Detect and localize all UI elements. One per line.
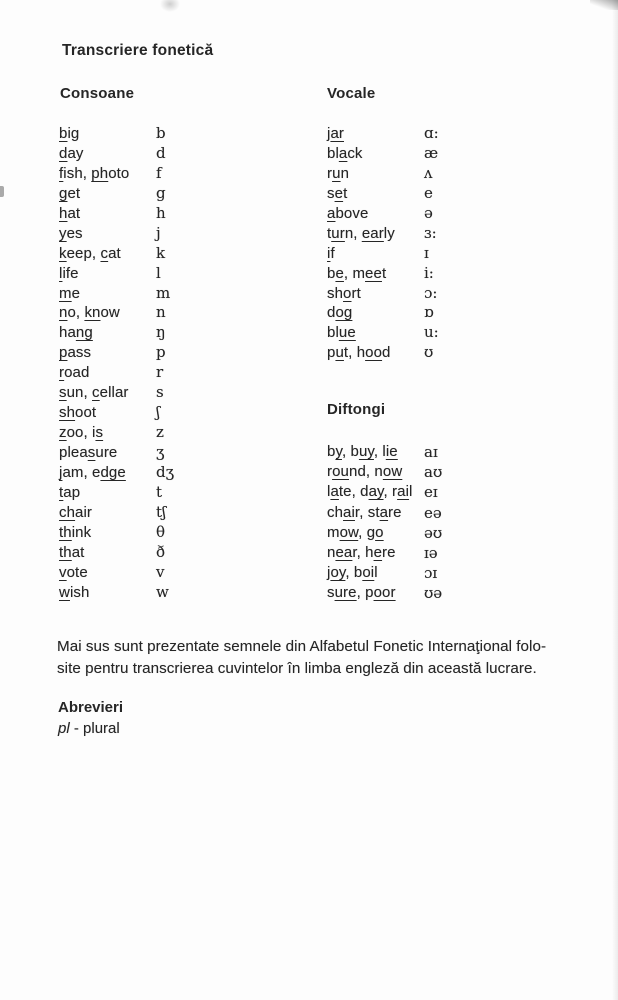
- entry-word: set: [327, 184, 348, 202]
- entry-row: [59, 503, 174, 523]
- entry-symbol: z: [156, 423, 164, 442]
- entry-row: [59, 204, 174, 224]
- entry-row: [59, 343, 174, 363]
- entry-word: pleasure: [59, 444, 118, 461]
- entry-word: pass: [59, 344, 92, 362]
- entry-symbol: m: [156, 283, 171, 302]
- entry-word: black: [327, 144, 363, 162]
- abbreviation-entry: [58, 720, 120, 737]
- entry-symbol: æ: [424, 143, 439, 162]
- entry-symbol: ʊə: [424, 584, 443, 603]
- entry-row: [327, 323, 439, 343]
- footer-note-line: Mai sus sunt prezentate semnele din Alfabetul Fonetic Internaţional folo-: [57, 638, 547, 655]
- entry-word: by, buy, lie: [327, 443, 398, 460]
- entry-row: [59, 224, 174, 244]
- entry-symbol: p: [156, 343, 166, 362]
- entry-row: [59, 443, 174, 463]
- entry-word: hat: [59, 204, 81, 222]
- entry-row: [59, 583, 174, 603]
- entry-word: joy, boil: [327, 564, 378, 582]
- entry-symbol: ʌ: [424, 163, 433, 182]
- entry-word: day: [59, 144, 84, 162]
- entry-symbol: θ: [156, 522, 166, 541]
- entry-symbol: ɒ: [424, 303, 434, 322]
- entry-row: [327, 442, 442, 462]
- entry-word: fish, photo: [59, 164, 130, 182]
- entry-symbol: h: [156, 203, 166, 222]
- abbreviation-definition: - plural: [69, 720, 120, 737]
- entry-row: [59, 563, 174, 583]
- footer-note-line: site pentru transcrierea cuvintelor în limba engleză din această lucrare.: [57, 659, 537, 677]
- entry-row: [59, 403, 174, 423]
- entry-symbol: e: [424, 183, 433, 202]
- entry-word: vote: [59, 563, 88, 581]
- entry-word: run: [327, 164, 350, 182]
- entry-word: no, know: [59, 304, 120, 322]
- entry-word: blue: [327, 324, 356, 342]
- entry-word: short: [327, 284, 361, 302]
- entry-row: [327, 264, 439, 284]
- entry-word: zoo, is: [59, 424, 104, 442]
- entry-symbol: ɜ:: [424, 223, 437, 242]
- entry-word: jam, edge: [59, 463, 126, 481]
- entry-word: yes: [59, 224, 83, 242]
- entry-symbol: s: [156, 383, 164, 402]
- entry-word: jar: [327, 125, 344, 142]
- entry-row: [59, 244, 174, 264]
- entry-row: [327, 164, 439, 184]
- entry-symbol: n: [156, 303, 166, 322]
- entry-word: sure, poor: [327, 584, 396, 602]
- entry-symbol: ð: [156, 542, 166, 561]
- entry-word: keep, cat: [59, 244, 121, 262]
- entry-symbol: ʊ: [424, 343, 434, 362]
- entry-row: [327, 284, 439, 304]
- entry-word: late, day, rail: [327, 483, 413, 501]
- entry-row: [327, 543, 442, 563]
- entry-symbol: eə: [424, 503, 442, 522]
- diphthongs-list: [327, 442, 442, 604]
- entry-row: [59, 523, 174, 543]
- scan-artifact-top-smudge: [160, 0, 180, 12]
- entry-symbol: ɪə: [424, 543, 438, 562]
- entry-word: wish: [59, 583, 90, 601]
- entry-row: [59, 124, 174, 144]
- entry-row: [327, 184, 439, 204]
- entry-row: [59, 323, 174, 343]
- entry-word: if: [327, 244, 335, 262]
- entry-symbol: d: [156, 143, 166, 162]
- entry-word: round, now: [327, 463, 403, 481]
- entry-symbol: ŋ: [156, 323, 166, 342]
- entry-symbol: ɔ:: [424, 283, 438, 302]
- entry-row: [327, 343, 439, 363]
- entry-symbol: ɪ: [424, 243, 429, 262]
- abbreviation-term: pl: [58, 720, 70, 737]
- page-title: Transcriere fonetică: [62, 42, 214, 59]
- entry-symbol: ɔɪ: [424, 564, 438, 583]
- scan-artifact-corner-smudge: [590, 0, 618, 10]
- entry-row: [59, 303, 174, 323]
- entry-row: [59, 543, 174, 563]
- entry-symbol: j: [156, 223, 161, 242]
- entry-word: be, meet: [327, 264, 387, 282]
- entry-word: hang: [59, 324, 93, 342]
- entry-symbol: r: [156, 363, 164, 382]
- entry-word: think: [59, 523, 92, 541]
- entry-symbol: aʊ: [424, 463, 443, 482]
- entry-symbol: k: [156, 243, 166, 262]
- entry-symbol: aɪ: [424, 443, 438, 461]
- entry-symbol: dʒ: [156, 462, 175, 481]
- entry-word: put, hood: [327, 344, 391, 362]
- entry-symbol: f: [156, 163, 162, 182]
- scan-artifact-left-tick: [0, 186, 4, 197]
- entry-row: [59, 483, 174, 503]
- entry-word: near, here: [327, 543, 396, 561]
- consonants-heading: Consoane: [60, 85, 135, 102]
- entry-symbol: g: [156, 183, 166, 202]
- vowels-list: [327, 124, 439, 363]
- entry-row: [59, 144, 174, 164]
- abbreviations-heading: Abrevieri: [58, 699, 124, 716]
- entry-symbol: i:: [424, 263, 434, 282]
- entry-row: [327, 482, 442, 502]
- scan-artifact-right-edge: [612, 0, 618, 1000]
- entry-word: sun, cellar: [59, 384, 129, 402]
- entry-row: [327, 563, 442, 583]
- entry-word: shoot: [59, 404, 97, 422]
- entry-symbol: ə: [424, 203, 433, 222]
- entry-row: [327, 583, 442, 603]
- entry-symbol: l: [156, 263, 161, 282]
- entry-symbol: ɑ:: [424, 124, 439, 142]
- entry-row: [327, 204, 439, 224]
- entry-row: [327, 144, 439, 164]
- entry-row: [327, 244, 439, 264]
- entry-word: get: [59, 184, 81, 202]
- entry-word: dog: [327, 304, 353, 322]
- footer-note: [57, 636, 577, 679]
- entry-word: chair, stare: [327, 503, 402, 521]
- entry-word: me: [59, 284, 81, 302]
- entry-row: [327, 503, 442, 523]
- entry-row: [327, 224, 439, 244]
- entry-symbol: eɪ: [424, 483, 438, 502]
- entry-word: turn, early: [327, 224, 395, 242]
- entry-row: [59, 184, 174, 204]
- entry-symbol: w: [156, 582, 169, 601]
- entry-word: chair: [59, 503, 93, 521]
- entry-row: [59, 363, 174, 383]
- entry-symbol: tʃ: [156, 502, 167, 521]
- consonants-list: [59, 124, 174, 603]
- entry-row: [327, 523, 442, 543]
- entry-symbol: t: [156, 482, 163, 501]
- entry-row: [59, 284, 174, 304]
- entry-symbol: ʃ: [156, 403, 161, 422]
- entry-word: tap: [59, 483, 81, 501]
- entry-row: [59, 423, 174, 443]
- entry-row: [327, 124, 439, 144]
- entry-symbol: b: [156, 124, 166, 142]
- entry-row: [59, 463, 174, 483]
- entry-word: above: [327, 204, 369, 222]
- vowels-heading: Vocale: [327, 85, 376, 102]
- entry-word: life: [59, 264, 79, 282]
- entry-row: [327, 303, 439, 323]
- entry-word: big: [59, 125, 80, 142]
- entry-symbol: ʒ: [156, 443, 165, 461]
- entry-word: that: [59, 543, 85, 561]
- entry-symbol: u:: [424, 323, 439, 342]
- entry-row: [59, 164, 174, 184]
- diphthongs-heading: Diftongi: [327, 401, 386, 418]
- entry-symbol: v: [156, 562, 165, 581]
- entry-symbol: əʊ: [424, 523, 443, 542]
- entry-word: mow, go: [327, 523, 384, 541]
- entry-row: [327, 462, 442, 482]
- entry-row: [59, 264, 174, 284]
- entry-row: [59, 383, 174, 403]
- entry-word: road: [59, 364, 90, 382]
